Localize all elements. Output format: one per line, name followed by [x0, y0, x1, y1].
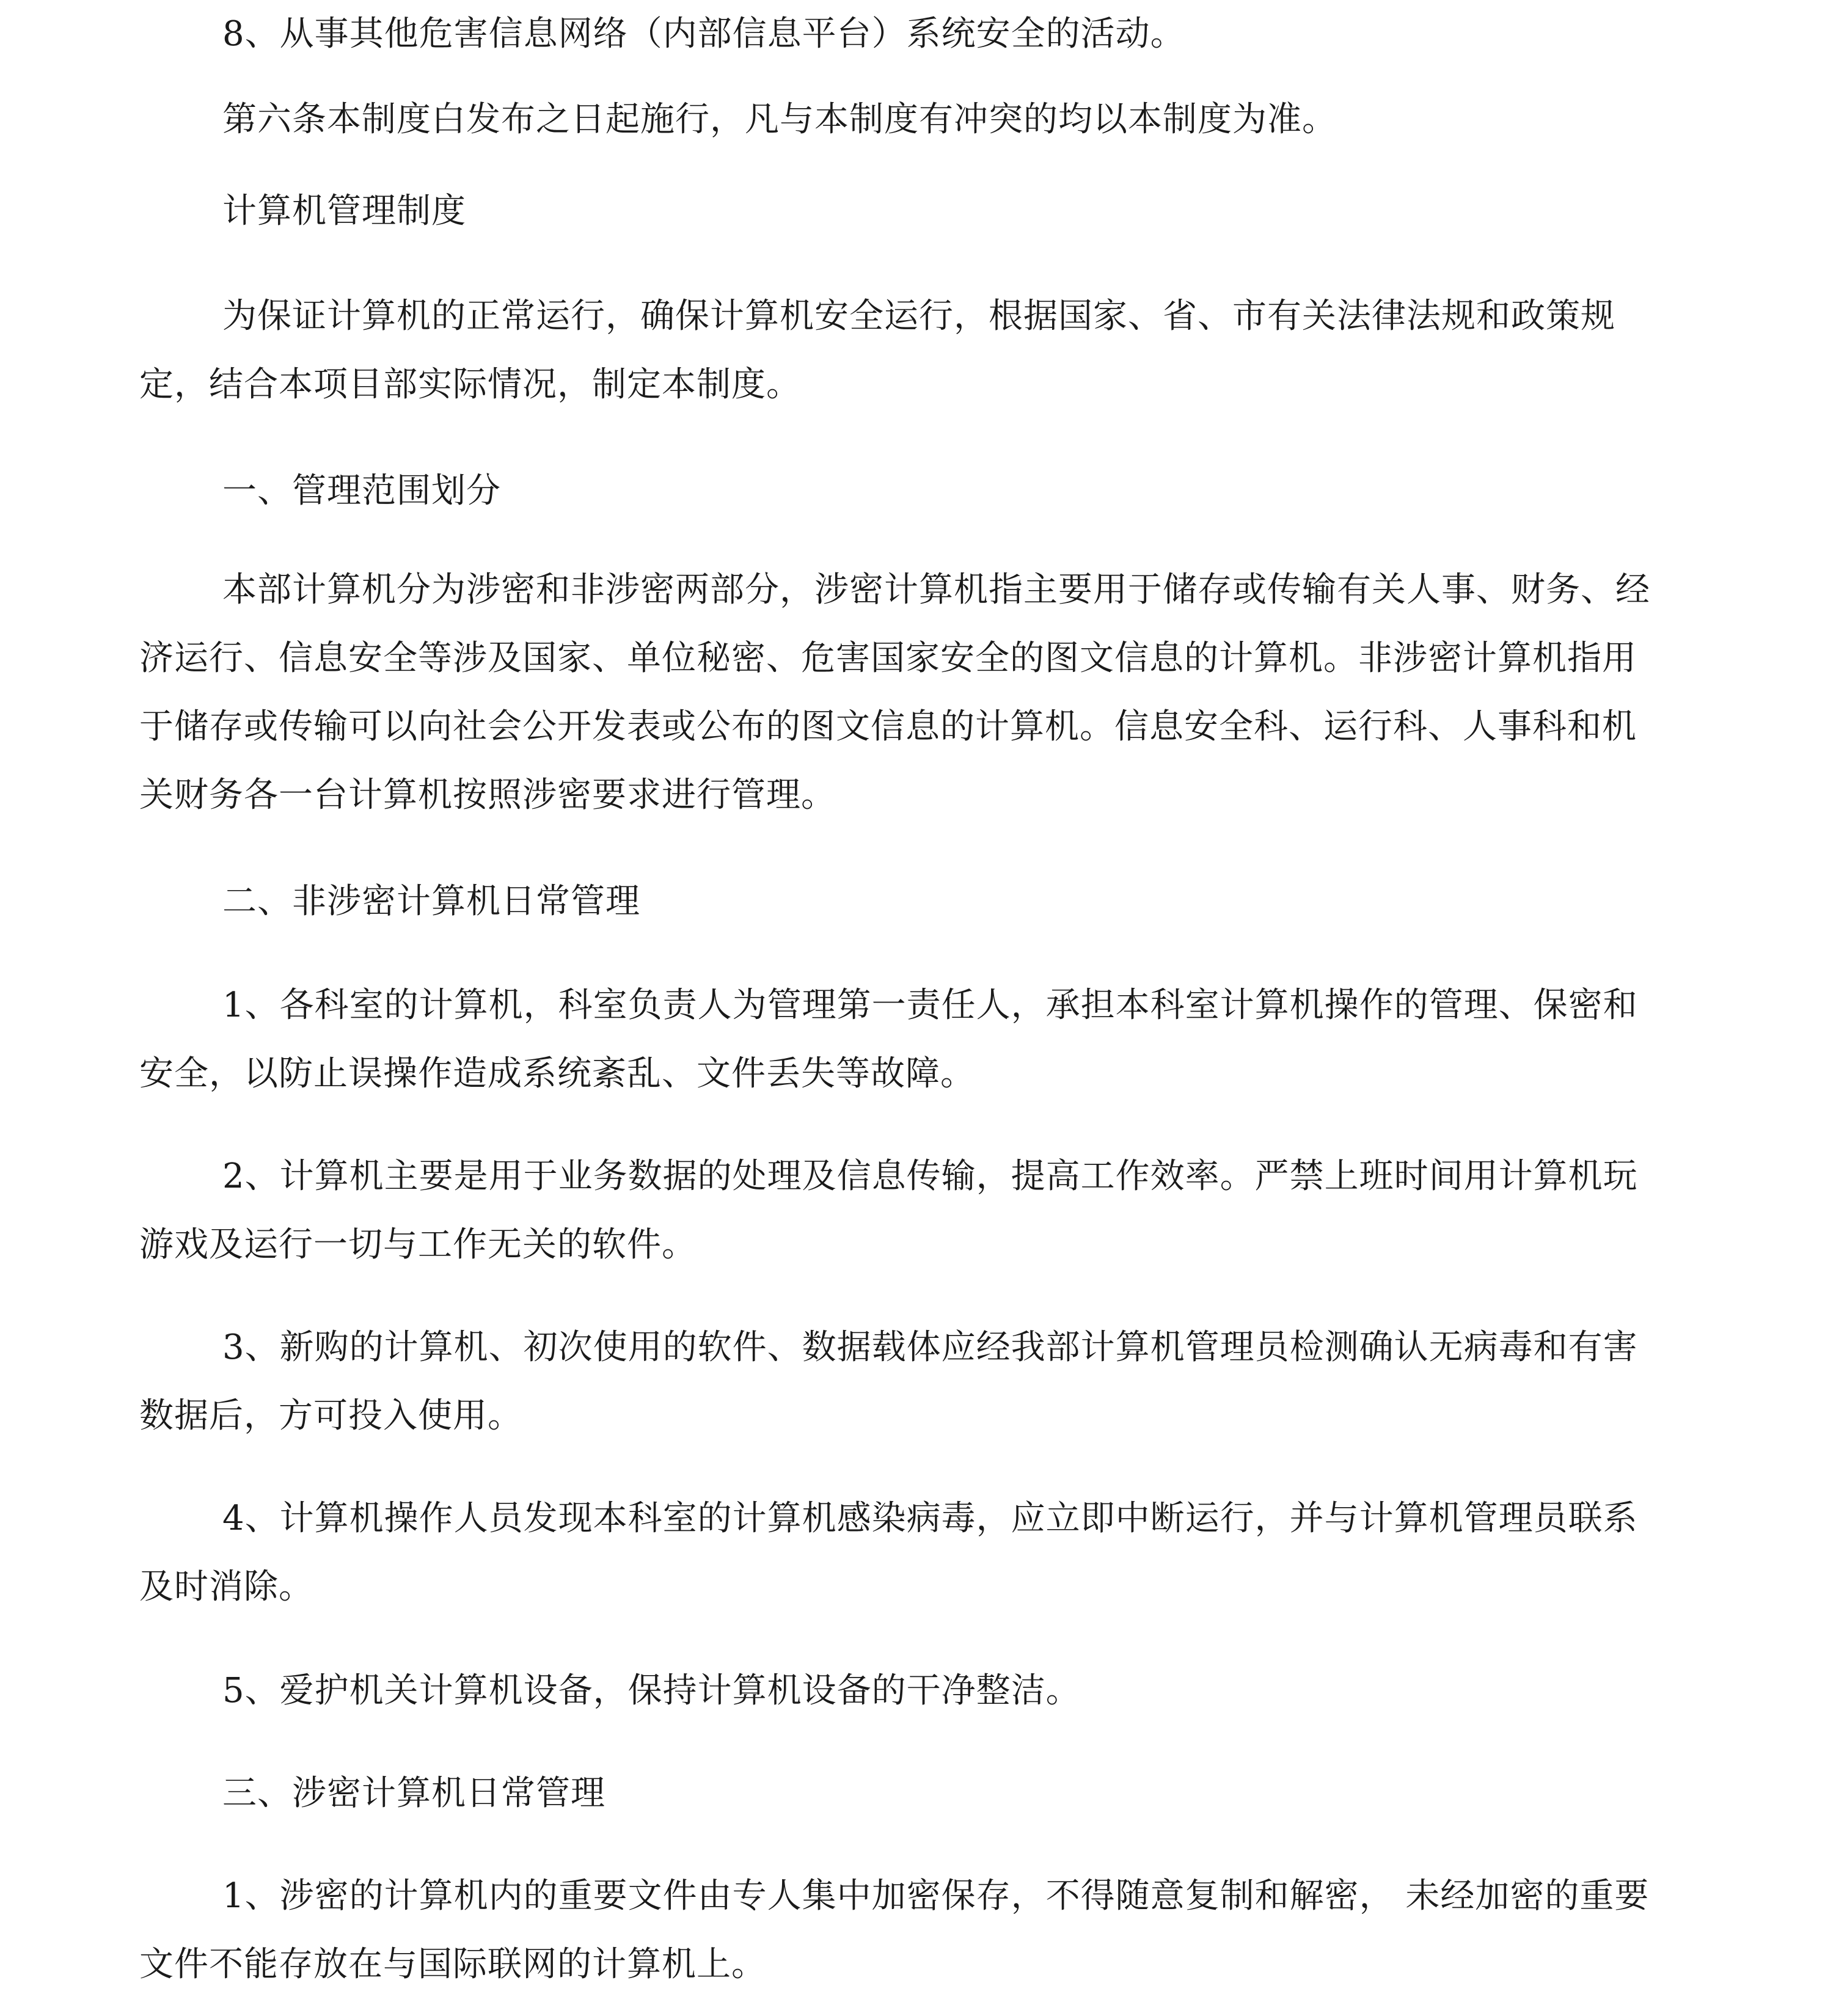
heading-management-scope: 一、管理范围划分 — [222, 471, 501, 511]
section-title: 计算机管理制度 — [222, 191, 466, 231]
paragraph-item-8: 8、从事其他危害信息网络（内部信息平台）系统安全的活动。 — [222, 14, 1185, 54]
paragraph-non-classified-4: 4、计算机操作人员发现本科室的计算机感染病毒，应立即中断运行，并与计算机管理员联系及时消除。 — [139, 1499, 1638, 1607]
paragraph-intro: 为保证计算机的正常运行，确保计算机安全运行，根据国家、省、市有关法律法规和政策规定，结合本项目部实际情况，制定本制度。 — [139, 296, 1615, 404]
paragraph-scope-detail: 本部计算机分为涉密和非涉密两部分，涉密计算机指主要用于储存或传输有关人事、财务、经济运行、信息安全等涉及国家、单位秘密、危害国家安全的图文信息的计算机。非涉密计算机指用于储存或传输可以向社会公开发表或公布的图文信息的计算机。信息安全科、运行科、人事科和机关财务各一台计算机按照涉密要求进行管理。 — [139, 570, 1650, 815]
paragraph-classified-1: 1、涉密的计算机内的重要文件由专人集中加密保存，不得随意复制和解密， 未经加密的重要文件不能存放在与国际联网的计算机上。 — [139, 1876, 1650, 1984]
paragraph-non-classified-2: 2、计算机主要是用于业务数据的处理及信息传输，提高工作效率。严禁上班时间用计算机玩游戏及运行一切与工作无关的软件。 — [139, 1156, 1638, 1265]
paragraph-non-classified-1: 1、各科室的计算机，科室负责人为管理第一责任人，承担本科室计算机操作的管理、保密和安全，以防止误操作造成系统紊乱、文件丢失等故障。 — [139, 985, 1638, 1094]
heading-classified: 三、涉密计算机日常管理 — [222, 1773, 605, 1813]
paragraph-article-6: 第六条本制度白发布之日起施行，凡与本制度有冲突的均以本制度为准。 — [222, 100, 1337, 139]
paragraph-non-classified-3: 3、新购的计算机、初次使用的软件、数据载体应经我部计算机管理员检测确认无病毒和有害数据后，方可投入使用。 — [139, 1328, 1638, 1436]
paragraph-non-classified-5: 5、爱护机关计算机设备，保持计算机设备的干净整洁。 — [222, 1671, 1081, 1711]
heading-non-classified: 二、非涉密计算机日常管理 — [222, 882, 640, 921]
